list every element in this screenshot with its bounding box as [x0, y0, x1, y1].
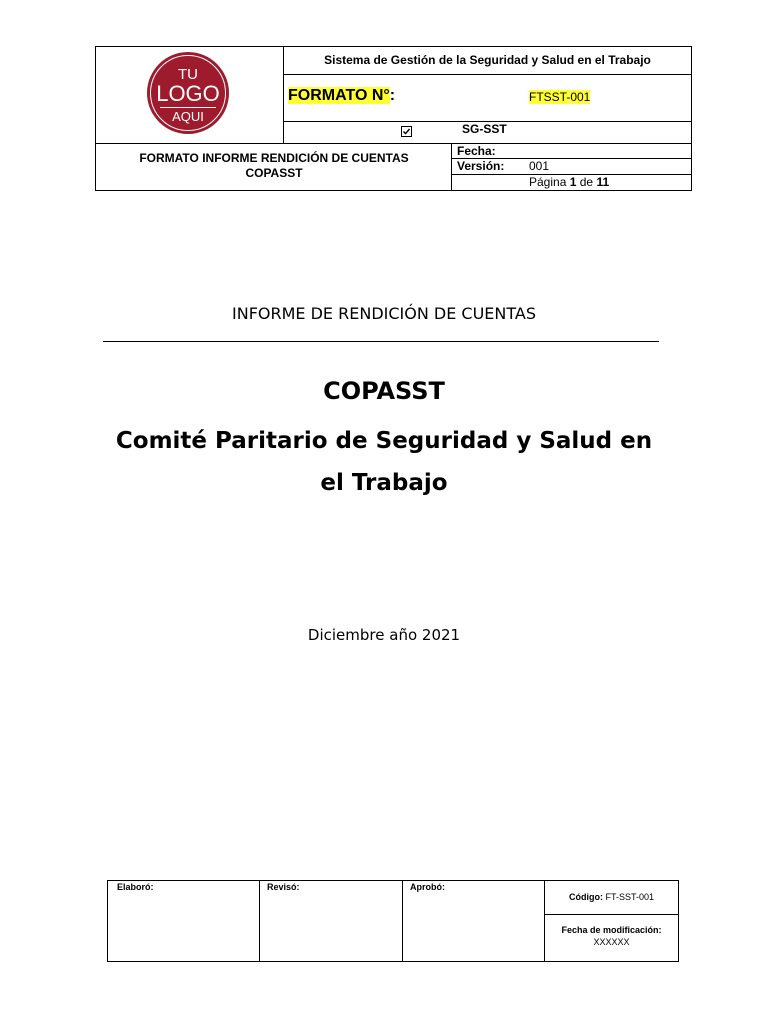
codigo [545, 892, 678, 902]
formato-code: FTSST-001 [529, 90, 591, 104]
page-prefix: Página [529, 175, 567, 189]
check-icon [401, 126, 412, 137]
fecha-mod-label: Fecha de modificación: [561, 925, 662, 935]
page-number [529, 175, 609, 189]
formato-label-group [288, 87, 395, 105]
subtitle-line-1: Comité Paritario de Seguridad y Salud en [115, 428, 653, 454]
logo-text-tu: TU [178, 66, 198, 83]
title-divider [103, 341, 659, 342]
form-title: FORMATO INFORME RENDICIÓN DE CUENTAS COPASST [139, 151, 409, 180]
subtitle-line-2: el Trabajo [320, 470, 448, 496]
sg-sst-label: SG-SST [462, 122, 507, 136]
page-total: 11 [596, 175, 610, 189]
formato-colon: : [389, 87, 396, 104]
approval-table [107, 880, 679, 962]
fecha-mod-value: XXXXXX [593, 937, 630, 947]
elaboro-label: Elaboró: [117, 882, 154, 892]
version-label: Versión: [457, 159, 505, 173]
company-logo [147, 52, 229, 134]
system-title: Sistema de Gestión de la Seguridad y Salud en el Trabajo [324, 53, 651, 67]
codigo-value: FT-SST-001 [605, 892, 655, 902]
logo-text-logo: LOGO [156, 81, 220, 106]
page-de: de [579, 175, 594, 189]
page-current: 1 [569, 175, 577, 189]
codigo-label: Código: [568, 892, 603, 902]
main-title: COPASST [323, 377, 445, 405]
fecha-label: Fecha: [457, 144, 496, 158]
document-header [95, 46, 692, 191]
report-title: INFORME DE RENDICIÓN DE CUENTAS [232, 304, 536, 323]
report-date: Diciembre año 2021 [307, 626, 461, 644]
reviso-label: Revisó: [267, 882, 300, 892]
logo-text-aqui: AQUI [172, 109, 204, 124]
aprobo-label: Aprobó: [410, 882, 445, 892]
version-value: 001 [529, 159, 550, 173]
formato-label: FORMATO N° [288, 87, 390, 104]
